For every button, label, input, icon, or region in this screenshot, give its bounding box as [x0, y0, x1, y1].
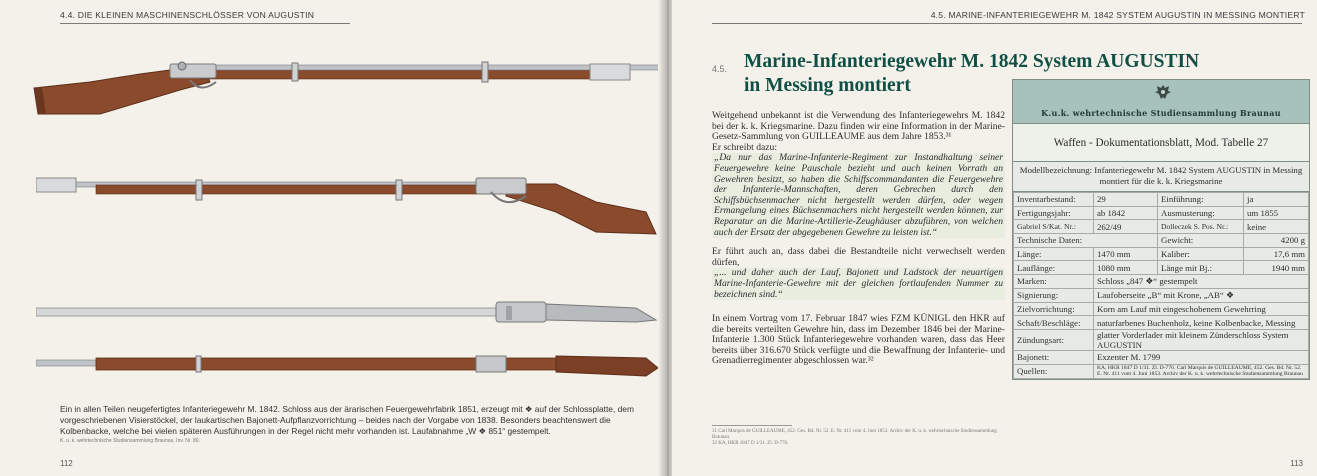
inventar-label: Inventarbestand:: [1014, 193, 1094, 207]
lauflaenge-label: Lauflänge:: [1014, 261, 1094, 275]
model-value: Infanteriegewehr M. 1842 System AUGUSTIN in Messing montiert für die k. k. Kriegsmarine: [1094, 165, 1303, 186]
section-number: 4.5.: [712, 64, 728, 74]
page-number-right: 113: [1290, 459, 1303, 468]
page-number-left: 112: [60, 459, 73, 468]
kaliber-label: Kaliber:: [1158, 247, 1244, 261]
double-eagle-icon: [1154, 83, 1172, 101]
ziel-value: Korn am Lauf mit eingeschobenem Gewehrring: [1094, 302, 1309, 316]
figure-caption: [60, 404, 640, 444]
footnote-31: 31 Carl Marquis de GUILLEAUME, 452. Ges. Bd. Nr. 52. E. Nr. 411 vom 4. Juni 1853. Archiv der K. u. k. wehrtechnische Studiensammlung Braunau.: [712, 429, 997, 441]
signierung-label: Signierung:: [1014, 288, 1094, 302]
caption-text: Ein in allen Teilen neugefertigtes Infanteriegewehr M. 1842. Schloss aus der ärarischen Feuergewehrfabrik 1851, erzeugt mit ❖ auf der Schlossplatte, dem vorgeschriebenen Visierstöckel, der laukartischen Bajonett-Aufpflanzvorrichtung – beides nach der Vorgabe von 1838. Besonders beachtenswert die Kolbenbacke, welche bei vielen späteren Ausführungen in der Regel nicht mehr vorhanden ist. Laufabnahme „W ❖ 851“ gestempelt.: [60, 404, 634, 437]
table-row: [1014, 220, 1309, 234]
dolleczek-value: keine: [1244, 220, 1309, 234]
bajonett-label: Bajonett:: [1014, 350, 1094, 364]
quellen-label: Quellen:: [1014, 364, 1094, 378]
rifle-photo-4: [36, 350, 660, 380]
table-row: [1014, 302, 1309, 316]
table-row: [1014, 350, 1309, 364]
einfuehrung-label: Einführung:: [1158, 193, 1244, 207]
section-title: [744, 50, 1200, 98]
gewicht-value: 4200 g: [1244, 234, 1309, 248]
fertigung-label: Fertigungsjahr:: [1014, 206, 1094, 220]
rifle-photo-3: [36, 298, 660, 328]
lauflaenge-value: 1080 mm: [1094, 261, 1158, 275]
title-line-2: in Messing montiert: [744, 75, 911, 96]
head-rule-right: [712, 23, 1302, 24]
zuend-value: glatter Vorderlader mit kleinem Zünderschloss System AUGUSTIN: [1094, 329, 1309, 350]
table-row: [1014, 316, 1309, 330]
laenge-bj-value: 1940 mm: [1244, 261, 1309, 275]
bajonett-value: Exzenter M. 1799: [1094, 350, 1309, 364]
footnotes: [712, 429, 1005, 448]
schaft-value: naturfarbenes Buchenholz, keine Kolbenbacke, Messing: [1094, 316, 1309, 330]
laenge-label: Länge:: [1014, 247, 1094, 261]
institution-name: K.u.k. wehrtechnische Studiensammlung Braunau: [1041, 108, 1281, 118]
caption-credit: K. u. k. wehrtechnische Studiensammlung Braunau, Inv. Nr. 80.: [60, 437, 200, 444]
dolleczek-label: Dolleczek S. Pos. Nr.:: [1158, 220, 1244, 234]
table-row: [1014, 193, 1309, 207]
running-head-right: 4.5. MARINE-INFANTERIEGEWEHR M. 1842 SYSTEM AUGUSTIN IN MESSING MONTIERT: [930, 10, 1305, 20]
zuend-label: Zündungsart:: [1014, 329, 1094, 350]
inventar-value: 29: [1094, 193, 1158, 207]
fertigung-value: ab 1842: [1094, 206, 1158, 220]
signierung-value: Laufoberseite „B“ mit Krone, „AB“ ❖: [1094, 288, 1309, 302]
quote-1: „Da nur das Marine-Infanterie-Regiment zur Instandhaltung seiner Feuergewehre keine Pauschale bezieht und auch keinen Vorrath an Gewehren besitzt, so haben die Schiffscommandanten die Feuergewehre der Infanterie-Mannschaften, deren Gebrechen durch den Schiffsbüchsenmacher nicht hergestellt werden dürfen, oder wegen Ermangelung eines Büchsenmachers nicht hergestellt werden können, zur Reparatur an die Marine-Artillerie-Zeughäuser abzuführen, von welchen auch der Ersatz der abgegebenen Gewehre zu leisten ist.“: [714, 152, 1003, 238]
table-row: [1014, 288, 1309, 302]
head-rule-left: [60, 23, 350, 24]
schaft-label: Schaft/Beschläge:: [1014, 316, 1094, 330]
kaliber-value: 17,6 mm: [1244, 247, 1309, 261]
ausmusterung-label: Ausmusterung:: [1158, 206, 1244, 220]
ausmusterung-value: um 1855: [1244, 206, 1309, 220]
body-text: [712, 111, 1005, 374]
paragraph-1b: Er schreibt dazu:: [712, 141, 777, 153]
rifle-photo-2: [36, 172, 660, 236]
gewicht-label: Gewicht:: [1158, 234, 1244, 248]
laenge-bj-label: Länge mit Bj.:: [1158, 261, 1244, 275]
quellen-value: KA, HKR 1847 D 1/31. Zl. D-776. Carl Marquis de GUILLEAUME, 452. Ges. Bd. Nr. 52. E. Nr. 411 vom 4. Juni 1853. Archiv der K. u. k. wehrtechnische Studiensammlung Braunau: [1094, 364, 1309, 378]
gabriel-value: 262/49: [1094, 220, 1158, 234]
running-head-left: 4.4. DIE KLEINEN MASCHINENSCHLÖSSER VON AUGUSTIN: [60, 10, 315, 20]
paragraph-3: In einem Vortrag vom 17. Februar 1847 wies FZM KÜNIGL den HKR auf die bereits verteilten Gewehre hin, dass im Dezember 1846 bei der Marine-Infanterie 1.300 Stück Infanteriegewehre vorhanden waren, dass das Heer bereits über 316.670 Stück verfügte und die Bewaffnung der Infanterie- und Grenadierregimenter abgeschlossen war.³²: [712, 313, 1005, 367]
einfuehrung-value: ja: [1244, 193, 1309, 207]
marken-value: Schloss „847 ❖“ gestempelt: [1094, 275, 1309, 289]
data-table: [1013, 192, 1309, 379]
model-label: Modellbezeichnung:: [1019, 165, 1093, 175]
footnote-rule: [712, 425, 792, 426]
marken-label: Marken:: [1014, 275, 1094, 289]
sheet-header: [1013, 80, 1309, 124]
sheet-title: Waffen - Dokumentationsblatt, Mod. Tabelle 27: [1013, 124, 1309, 162]
tech-data-label: Technische Daten:: [1014, 234, 1158, 248]
table-row: [1014, 234, 1309, 248]
paragraph-2: Er führt auch an, dass dabei die Bestandteile nicht verwechselt werden dürfen,: [712, 246, 1005, 268]
title-line-1: Marine-Infanteriegewehr M. 1842 System AUGUSTIN: [744, 51, 1200, 72]
documentation-sheet: [1012, 79, 1310, 380]
gabriel-label: Gabriel S/Kat. Nr.:: [1014, 220, 1094, 234]
table-row: [1014, 261, 1309, 275]
laenge-value: 1470 mm: [1094, 247, 1158, 261]
table-row: [1014, 206, 1309, 220]
quote-2: „... und daher auch der Lauf, Bajonett und Ladstock der neuartigen Marine-Infanterie-Gewehre mit der gleichen fortlaufenden Nummer zu bezeichnen sind.“: [714, 267, 1003, 300]
rifle-photo-1: [30, 58, 660, 116]
paragraph-1: Weitgehend unbekannt ist die Verwendung des Infanteriegewehrs M. 1842 bei der k. k. Kriegsmarine. Dazu finden wir eine Information in der Marine-Gesetz-Sammlung von GUILLEAUME aus dem Jahre 1853.³¹: [712, 110, 1005, 143]
table-row: [1014, 364, 1309, 378]
model-designation: [1013, 162, 1309, 192]
ziel-label: Zielvorrichtung:: [1014, 302, 1094, 316]
table-row: [1014, 247, 1309, 261]
footnote-32: 32 KA, HKR 1847 D 1/31. Zl. D-776.: [712, 441, 789, 447]
table-row: [1014, 329, 1309, 350]
table-row: [1014, 275, 1309, 289]
